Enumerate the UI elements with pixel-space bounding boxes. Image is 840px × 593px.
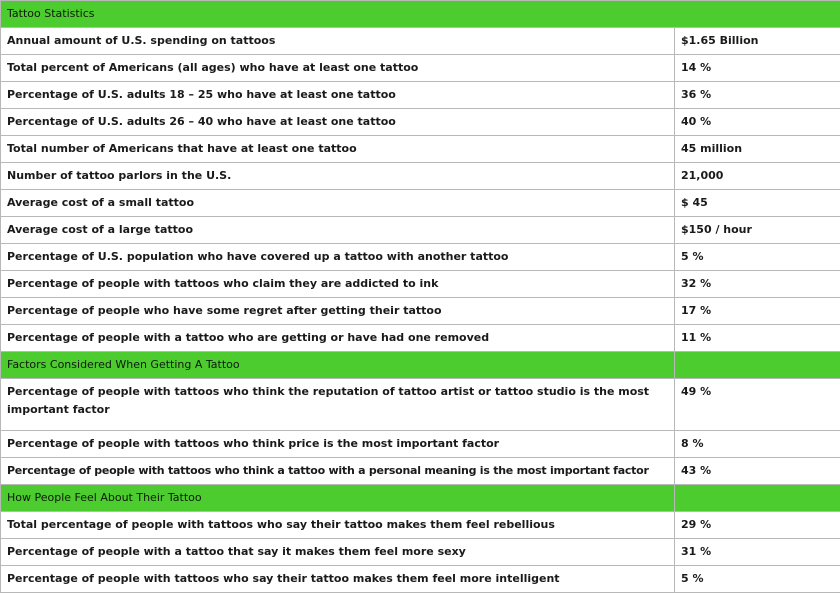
row-label: Percentage of people with a tattoo who are getting or have had one removed [1, 325, 675, 352]
row-label: Number of tattoo parlors in the U.S. [1, 163, 675, 190]
table-row [1, 28, 840, 55]
section-title: Factors Considered When Getting A Tattoo [1, 352, 675, 379]
row-label: Percentage of people with a tattoo that say it makes them feel more sexy [1, 539, 675, 566]
row-label: Percentage of U.S. adults 26 – 40 who have at least one tattoo [1, 109, 675, 136]
section-title: Tattoo Statistics [1, 1, 840, 28]
row-value: 11 % [675, 325, 840, 352]
row-value: $ 45 [675, 190, 840, 217]
row-label: Average cost of a large tattoo [1, 217, 675, 244]
row-value: 43 % [675, 458, 840, 485]
table-row [1, 244, 840, 271]
section-header-empty-cell [675, 485, 840, 512]
row-value: 14 % [675, 55, 840, 82]
row-value: 36 % [675, 82, 840, 109]
table-row [1, 325, 840, 352]
row-label: Percentage of people with tattoos who claim they are addicted to ink [1, 271, 675, 298]
row-value: 40 % [675, 109, 840, 136]
row-value: $1.65 Billion [675, 28, 840, 55]
table-row [1, 458, 840, 485]
row-label: Percentage of people who have some regret after getting their tattoo [1, 298, 675, 325]
row-label: Percentage of U.S. adults 18 – 25 who have at least one tattoo [1, 82, 675, 109]
section-header-row [1, 352, 840, 379]
section-title: How People Feel About Their Tattoo [1, 485, 675, 512]
section-header-empty-cell [675, 352, 840, 379]
table-row [1, 379, 840, 431]
row-value: 17 % [675, 298, 840, 325]
row-label: Total percentage of people with tattoos who say their tattoo makes them feel rebellious [1, 512, 675, 539]
row-value: $150 / hour [675, 217, 840, 244]
row-value: 5 % [675, 244, 840, 271]
row-value: 45 million [675, 136, 840, 163]
row-value: 8 % [675, 431, 840, 458]
table-row [1, 109, 840, 136]
table-row [1, 190, 840, 217]
row-value: 31 % [675, 539, 840, 566]
table-row [1, 217, 840, 244]
row-label: Total number of Americans that have at least one tattoo [1, 136, 675, 163]
table-row [1, 136, 840, 163]
table-row [1, 298, 840, 325]
table-row [1, 512, 840, 539]
table-row [1, 539, 840, 566]
row-label: Percentage of people with tattoos who think a tattoo with a personal meaning is the most important factor [1, 458, 675, 485]
section-header-row [1, 1, 840, 28]
table-row [1, 271, 840, 298]
row-value: 49 % [675, 379, 840, 431]
row-label: Percentage of people with tattoos who think the reputation of tattoo artist or tattoo studio is the most important factor [1, 379, 675, 431]
row-label: Average cost of a small tattoo [1, 190, 675, 217]
row-label: Annual amount of U.S. spending on tattoos [1, 28, 675, 55]
table-row [1, 163, 840, 190]
row-value: 5 % [675, 566, 840, 593]
table-row [1, 82, 840, 109]
row-value: 29 % [675, 512, 840, 539]
row-label: Percentage of people with tattoos who say their tattoo makes them feel more intelligent [1, 566, 675, 593]
row-label: Percentage of people with tattoos who think price is the most important factor [1, 431, 675, 458]
row-value: 21,000 [675, 163, 840, 190]
table-row [1, 55, 840, 82]
section-header-row [1, 485, 840, 512]
row-label: Percentage of U.S. population who have covered up a tattoo with another tattoo [1, 244, 675, 271]
row-value: 32 % [675, 271, 840, 298]
row-label: Total percent of Americans (all ages) who have at least one tattoo [1, 55, 675, 82]
table-row [1, 431, 840, 458]
